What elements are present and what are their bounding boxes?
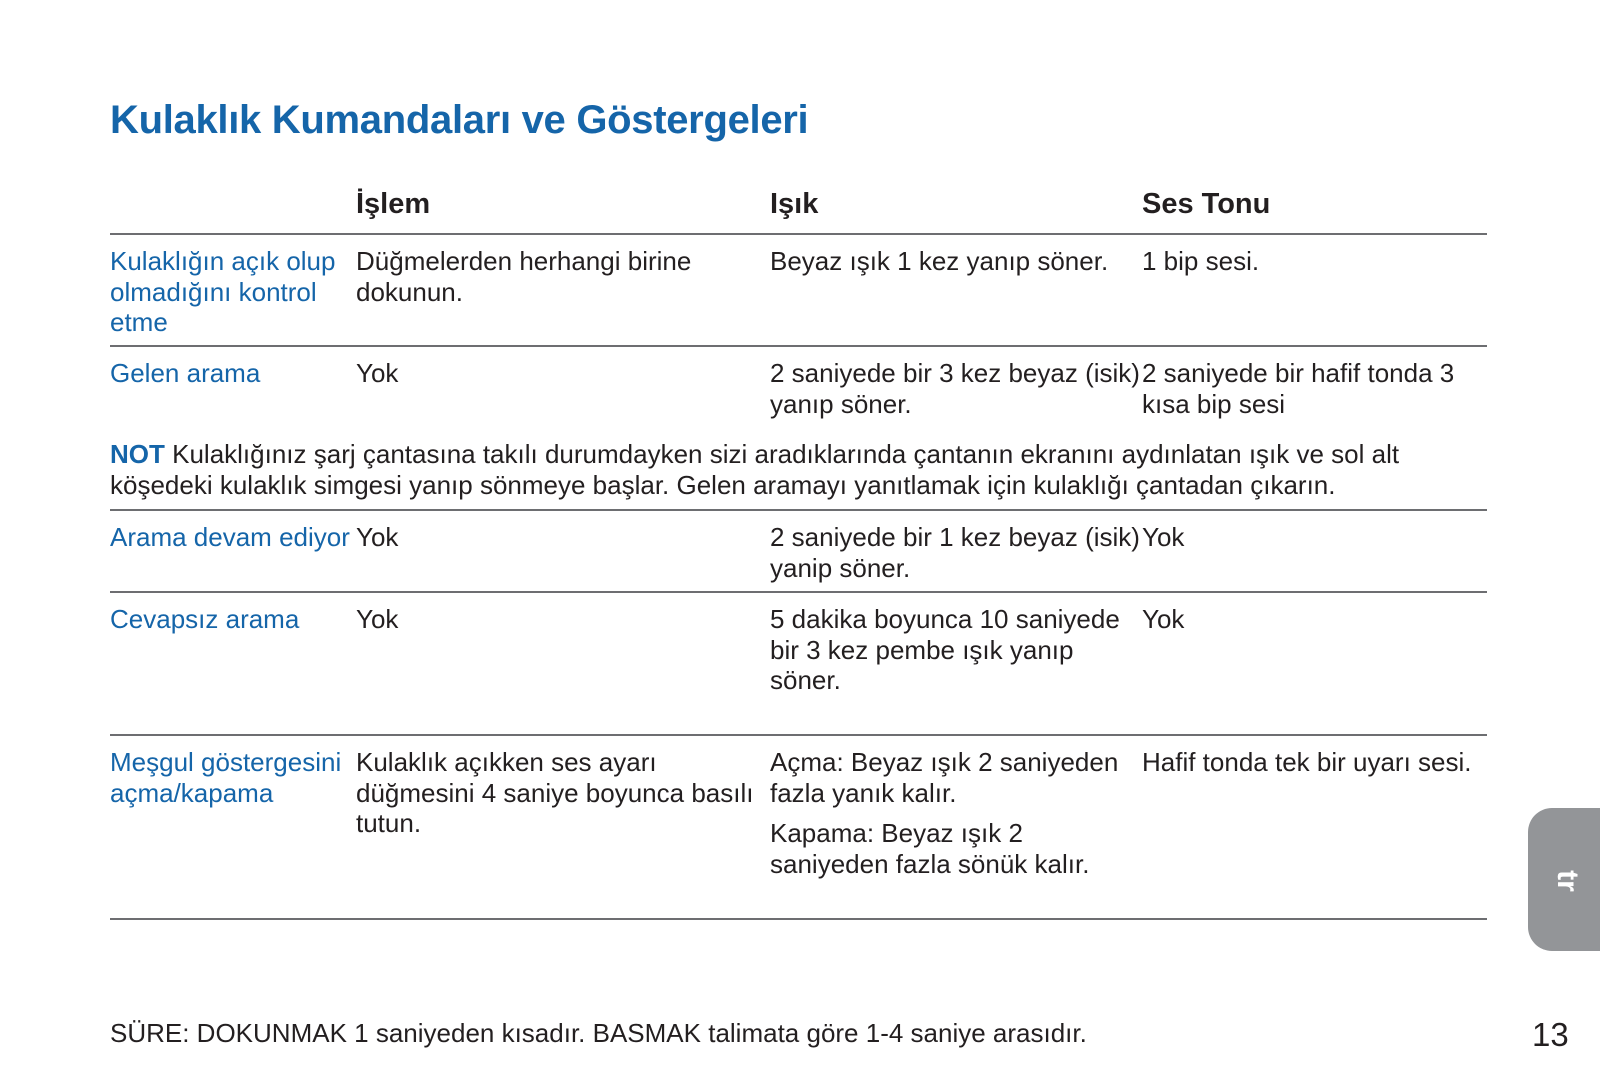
light-on-item xyxy=(770,747,1140,808)
column-header-action: İşlem xyxy=(356,188,431,220)
language-tab xyxy=(1528,808,1600,951)
row-label-call-in-progress: Arama devam ediyor xyxy=(110,522,350,552)
row-action-busy-indicator: Kulaklık açıkken ses ayarı düğmesini 4 saniye boyunca basılı tutun. xyxy=(356,747,754,838)
row-light-busy-indicator xyxy=(770,747,1140,879)
row-action-call-in-progress: Yok xyxy=(356,522,399,552)
note-text: Kulaklığınız şarj çantasına takılı durumdayken sizi aradıklarında çantanın ekranını aydınlatan ışık ve sol alt köşedeki kulaklık simgesi yanıp sönmeye başlar. Gelen aramayı yanıtlamak için kulaklığı çantadan çıkarın. xyxy=(110,439,1400,500)
row-tone-missed-call: Yok xyxy=(1142,604,1185,634)
language-tab-label: tr xyxy=(1550,870,1584,892)
row-tone-incoming-call: 2 saniyede bir hafif tonda 3 kısa bip sesi xyxy=(1142,358,1455,419)
row-tone-busy-indicator: Hafif tonda tek bir uyarı sesi. xyxy=(1142,747,1472,777)
note-keyword: NOT xyxy=(110,439,165,469)
row-action-check-on: Düğmelerden herhangi birine dokunun. xyxy=(356,246,692,307)
row-action-missed-call: Yok xyxy=(356,604,399,634)
light-on-text: : Beyaz ışık 2 saniyeden fazla yanık kalır. xyxy=(770,747,1119,808)
row-divider xyxy=(110,591,1487,593)
column-header-tone: Ses Tonu xyxy=(1142,188,1271,220)
page-title: Kulaklık Kumandaları ve Göstergeleri xyxy=(110,98,809,142)
row-label-missed-call: Cevapsız arama xyxy=(110,604,300,634)
row-action-incoming-call: Yok xyxy=(356,358,399,388)
row-light-call-in-progress: 2 saniyede bir 1 kez beyaz (isik) yanip söner. xyxy=(770,522,1140,583)
light-off-key: Kapama xyxy=(770,818,867,848)
light-off-text: : Beyaz ışık 2 saniyeden fazla sönük kalır. xyxy=(770,818,1090,879)
light-on-key: Açma xyxy=(770,747,837,777)
row-light-check-on: Beyaz ışık 1 kez yanıp söner. xyxy=(770,246,1109,276)
row-tone-call-in-progress: Yok xyxy=(1142,522,1185,552)
row-divider xyxy=(110,734,1487,736)
row-label-incoming-call: Gelen arama xyxy=(110,358,261,388)
header-divider xyxy=(110,233,1487,235)
footer-duration-note: SÜRE: DOKUNMAK 1 saniyeden kısadır. BASMAK talimata göre 1-4 saniye arasıdır. xyxy=(110,1018,1087,1048)
note-paragraph xyxy=(110,439,1490,500)
row-divider xyxy=(110,509,1487,511)
page-number: 13 xyxy=(1532,1016,1569,1053)
table-bottom-rule xyxy=(110,918,1487,920)
row-light-incoming-call: 2 saniyede bir 3 kez beyaz (isik) yanıp söner. xyxy=(770,358,1140,419)
light-off-item xyxy=(770,818,1140,879)
row-divider xyxy=(110,345,1487,347)
row-light-missed-call: 5 dakika boyunca 10 saniyede bir 3 kez pembe ışık yanıp söner. xyxy=(770,604,1120,695)
row-tone-check-on: 1 bip sesi. xyxy=(1142,246,1260,276)
column-header-light: Işık xyxy=(770,188,819,220)
row-label-check-on: Kulaklığın açık olup olmadığını kontrol etme xyxy=(110,246,336,337)
row-label-busy-indicator: Meşgul göstergesini açma/kapama xyxy=(110,747,342,808)
